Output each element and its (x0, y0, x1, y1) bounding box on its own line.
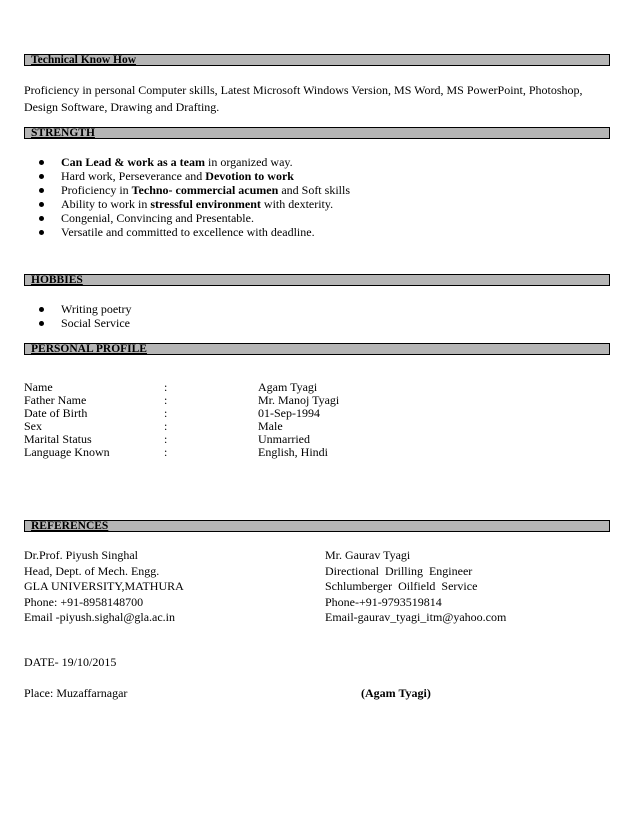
reference-title: Directional Drilling Engineer (325, 563, 473, 578)
profile-separator: : (164, 445, 168, 459)
reference-phone: Phone-+91-9793519814 (325, 594, 442, 609)
reference-phone: Phone: +91-8958148700 (24, 594, 144, 609)
hobby-item: Writing poetry (24, 302, 132, 316)
section-heading-references: REFERENCES (24, 520, 610, 532)
reference-email: Email -piyush.sighal@gla.ac.in (24, 610, 176, 624)
reference-1 (24, 548, 184, 626)
section-heading-technical: Technical Know How (24, 54, 610, 66)
profile-value: 01-Sep-1994 (258, 406, 320, 420)
profile-value: Male (258, 419, 283, 433)
reference-email: Email-gaurav_tyagi_itm@yahoo.com (325, 610, 507, 624)
profile-separator: : (164, 380, 168, 394)
profile-value: English, Hindi (258, 445, 329, 459)
profile-label: Name (24, 380, 53, 394)
profile-label: Marital Status (24, 432, 92, 446)
strength-item: Hard work, Perseverance and Devotion to work (24, 169, 350, 183)
reference-name: Mr. Gaurav Tyagi (325, 548, 411, 562)
hobby-item: Social Service (24, 316, 132, 330)
reference-name: Dr.Prof. Piyush Singhal (24, 548, 139, 562)
signature-name: (Agam Tyagi) (361, 686, 431, 700)
strength-item: Ability to work in stressful environment with dexterity. (24, 197, 350, 211)
strength-item: Can Lead & work as a team in organized way. (24, 155, 350, 169)
strength-list (24, 155, 350, 239)
date-line: DATE- 19/10/2015 (24, 655, 117, 669)
section-heading-hobbies: HOBBIES (24, 274, 610, 286)
section-heading-strength: STRENGTH (24, 127, 610, 139)
profile-value: Unmarried (258, 432, 310, 446)
profile-label: Father Name (24, 393, 87, 407)
reference-title: Head, Dept. of Mech. Engg. (24, 563, 160, 578)
strength-item: Versatile and committed to excellence with deadline. (24, 225, 350, 239)
place-line: Place: Muzaffarnagar (24, 686, 128, 700)
reference-organization: Schlumberger Oilfield Service (325, 579, 478, 593)
strength-item: Congenial, Convincing and Presentable. (24, 211, 350, 225)
section-heading-personal-profile: PERSONAL PROFILE (24, 343, 610, 355)
profile-separator: : (164, 393, 168, 407)
profile-value: Mr. Manoj Tyagi (258, 393, 340, 407)
reference-organization: GLA UNIVERSITY,MATHURA (24, 579, 184, 593)
profile-value: Agam Tyagi (258, 380, 318, 394)
profile-separator: : (164, 432, 168, 446)
profile-separator: : (164, 419, 168, 433)
profile-label: Language Known (24, 445, 110, 459)
profile-label: Sex (24, 419, 42, 433)
strength-item: Proficiency in Techno- commercial acumen and Soft skills (24, 183, 350, 197)
profile-label: Date of Birth (24, 406, 88, 420)
reference-2 (325, 548, 506, 626)
hobbies-list (24, 302, 132, 330)
profile-separator: : (164, 406, 168, 420)
technical-paragraph: Proficiency in personal Computer skills, Latest Microsoft Windows Version, MS Word, MS PowerPoint, Photoshop, Design Software, Drawing and Drafting. (24, 83, 583, 114)
